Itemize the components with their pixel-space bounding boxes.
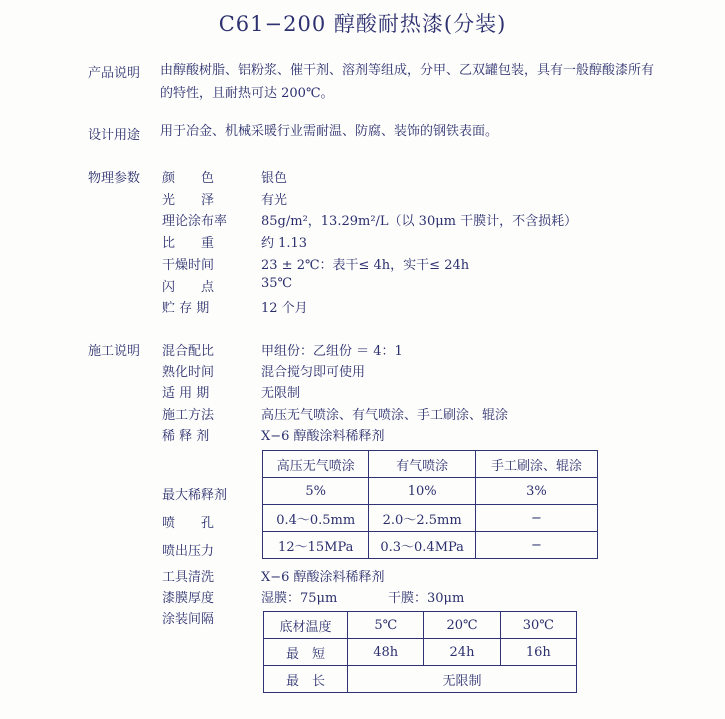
param-value: 约 1.13	[261, 236, 308, 251]
table-cell: 0.3～0.4MPa	[369, 532, 475, 559]
param-name: 混合配比	[162, 344, 215, 359]
section-label-construction: 施工说明	[88, 344, 141, 359]
param-value: 无限制	[261, 386, 301, 401]
table-cell: 最 短	[264, 639, 348, 666]
param-name: 颜 色	[162, 171, 215, 186]
table-cell: 10%	[369, 478, 475, 505]
table-cell: 0.4～0.5mm	[263, 505, 369, 532]
table-row	[263, 532, 598, 559]
param-name: 涂装间隔	[162, 612, 215, 627]
section-label-usage: 设计用途	[88, 128, 141, 143]
table-cell: 20℃	[424, 612, 500, 639]
page-title: C61−200 醇酸耐热漆(分装)	[218, 12, 507, 36]
param-name: 工具清洗	[162, 570, 215, 585]
table-row	[263, 478, 598, 505]
table-row-label: 最大稀释剂	[162, 488, 228, 503]
table-cell: 2.0～2.5mm	[369, 505, 475, 532]
param-name: 适 用 期	[162, 386, 210, 401]
table-cell: 12～15MPa	[263, 532, 369, 559]
param-value: 23 ± 2℃：表干≤ 4h，实干≤ 24h	[261, 258, 470, 273]
table-row	[264, 666, 577, 693]
usage-description: 用于冶金、机械采暖行业需耐温、防腐、装饰的钢铁表面。	[160, 124, 499, 139]
param-value: 12 个月	[261, 301, 308, 316]
param-value: 85g/m²，13.29m²/L（以 30μm 干膜计，不含损耗）	[261, 214, 578, 229]
param-name: 光 泽	[162, 193, 215, 208]
table-row-label: 喷出压力	[162, 544, 215, 559]
param-name: 理论涂布率	[162, 214, 228, 229]
table-cell: 最 长	[264, 666, 348, 693]
table-cell: 24h	[424, 639, 500, 666]
param-value: X−6 醇酸涂料稀释剂	[261, 429, 385, 444]
dry-film-value: 干膜：30μm	[388, 591, 465, 606]
param-value: 有光	[261, 193, 288, 208]
table-cell: −	[475, 532, 597, 559]
param-name: 比 重	[162, 236, 215, 251]
table-row-label: 喷 孔	[162, 516, 215, 531]
param-value: 35℃	[261, 276, 293, 291]
wet-film-value: 湿膜：75μm	[261, 591, 338, 606]
param-value: 高压无气喷涂、有气喷涂、手工刷涂、辊涂	[261, 408, 509, 423]
table-header-cell: 高压无气喷涂	[263, 451, 369, 478]
table-header-row	[263, 451, 598, 478]
table-row	[264, 639, 577, 666]
param-name: 闪 点	[162, 280, 215, 295]
table-cell: 5℃	[348, 612, 424, 639]
table-header-cell: 有气喷涂	[369, 451, 475, 478]
param-value: 甲组份：乙组份 ＝ 4：1	[261, 344, 403, 359]
param-name: 施工方法	[162, 408, 215, 423]
application-method-table	[262, 450, 598, 559]
table-row	[263, 505, 598, 532]
table-cell: 3%	[475, 478, 597, 505]
product-description: 由醇酸树脂、铝粉浆、催干剂、溶剂等组成，分甲、乙双罐包装，具有一般醇酸漆所有的特性，且耐热可达 200℃。	[160, 63, 655, 101]
section-label-product: 产品说明	[88, 66, 141, 81]
table-cell: 5%	[263, 478, 369, 505]
param-value: 混合搅匀即可使用	[261, 365, 366, 380]
param-name: 稀 释 剂	[162, 429, 210, 444]
table-cell: 16h	[500, 639, 576, 666]
param-name: 干燥时间	[162, 258, 215, 273]
param-name: 熟化时间	[162, 365, 215, 380]
param-value: 银色	[261, 171, 288, 186]
recoat-interval-table	[263, 611, 577, 693]
table-cell: 无限制	[348, 666, 577, 693]
section-label-physical: 物理参数	[88, 171, 141, 186]
table-cell: 底材温度	[264, 612, 348, 639]
table-cell: 30℃	[500, 612, 576, 639]
param-value: X−6 醇酸涂料稀释剂	[261, 570, 385, 585]
param-name: 漆膜厚度	[162, 591, 215, 606]
table-header-cell: 手工刷涂、辊涂	[475, 451, 597, 478]
table-row	[264, 612, 577, 639]
table-cell: 48h	[348, 639, 424, 666]
param-name: 贮 存 期	[162, 301, 210, 316]
table-cell: −	[475, 505, 597, 532]
